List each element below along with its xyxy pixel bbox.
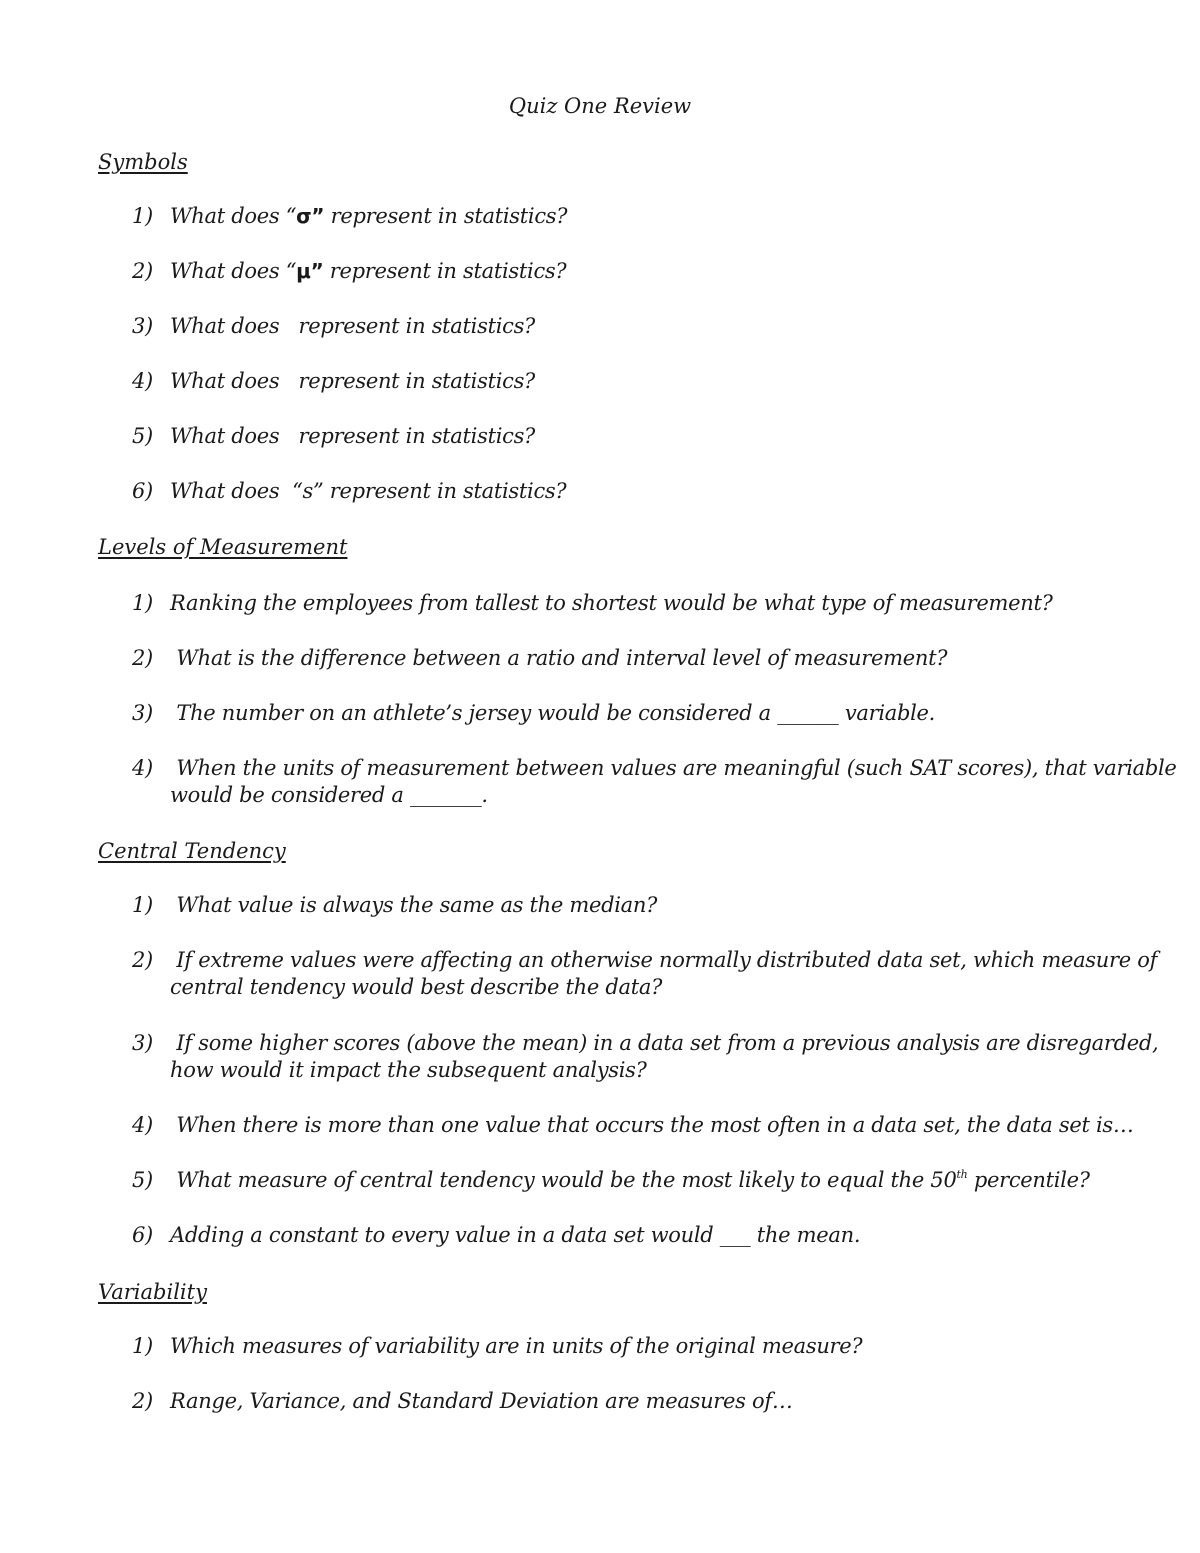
- item-number: 5): [132, 1168, 153, 1192]
- section-heading-variability: Variability: [98, 1280, 207, 1304]
- item-number: 2): [132, 646, 153, 670]
- list-item: [132, 423, 1132, 450]
- list-item: [132, 700, 1132, 727]
- list-item: [132, 313, 1132, 340]
- list-item: [132, 203, 1132, 230]
- sigma-symbol: σ”: [296, 204, 325, 228]
- list-item: [132, 1112, 1132, 1139]
- item-number: 1): [132, 1334, 153, 1358]
- item-number: 2): [132, 948, 153, 972]
- item-text: What does “: [170, 204, 297, 228]
- item-text: represent in statistics?: [324, 204, 568, 228]
- mu-symbol: μ”: [296, 259, 324, 283]
- list-item: [132, 1388, 1132, 1415]
- item-text: Ranking the employees from tallest to shortest would be what type of measurement?: [170, 591, 1053, 615]
- item-text: When the units of measurement between values are meaningful (such SAT scores), that variable: [170, 756, 1177, 780]
- list-item: [132, 1167, 1132, 1194]
- item-number: 4): [132, 756, 153, 780]
- item-number: 4): [132, 1113, 153, 1137]
- item-number: 4): [132, 369, 153, 393]
- item-text: What does “s” represent in statistics?: [170, 479, 567, 503]
- item-number: 2): [132, 259, 153, 283]
- item-text-continued: how would it impact the subsequent analysis?: [170, 1058, 647, 1082]
- item-number: 1): [132, 591, 153, 615]
- item-text: What measure of central tendency would be the most likely to equal the 50: [170, 1168, 957, 1192]
- item-text: What does represent in statistics?: [170, 314, 536, 338]
- item-text: What does “: [170, 259, 297, 283]
- list-item: [132, 1030, 1159, 1084]
- item-number: 1): [132, 204, 153, 228]
- item-number: 5): [132, 424, 153, 448]
- item-text: Adding a constant to every value in a data set would ___ the mean.: [170, 1223, 861, 1247]
- ordinal-superscript: th: [956, 1168, 968, 1181]
- item-text: If extreme values were affecting an otherwise normally distributed data set, which measure of: [170, 948, 1158, 972]
- list-item: [132, 645, 1132, 672]
- list-item: [132, 947, 1158, 1001]
- item-number: 3): [132, 314, 153, 338]
- item-text: Which measures of variability are in units of the original measure?: [170, 1334, 863, 1358]
- item-text-continued: would be considered a _______.: [170, 783, 488, 807]
- item-number: 1): [132, 893, 153, 917]
- item-text: What does represent in statistics?: [170, 424, 536, 448]
- list-item: [132, 1222, 1132, 1249]
- item-text: If some higher scores (above the mean) in a data set from a previous analysis are disregarded,: [170, 1031, 1159, 1055]
- item-text: The number on an athlete’s jersey would be considered a ______ variable.: [170, 701, 936, 725]
- list-item: [132, 258, 1132, 285]
- list-item: [132, 478, 1132, 505]
- page-title: Quiz One Review: [508, 94, 692, 118]
- item-text: represent in statistics?: [323, 259, 567, 283]
- item-text: When there is more than one value that occurs the most often in a data set, the data set is…: [170, 1113, 1134, 1137]
- item-text: percentile?: [967, 1168, 1090, 1192]
- list-item: [132, 1333, 1132, 1360]
- item-number: 3): [132, 701, 153, 725]
- item-text: What is the difference between a ratio and interval level of measurement?: [170, 646, 948, 670]
- list-item: [132, 590, 1132, 617]
- section-heading-levels: Levels of Measurement: [98, 535, 348, 559]
- section-heading-symbols: Symbols: [98, 150, 188, 174]
- item-text-continued: central tendency would best describe the data?: [170, 975, 663, 999]
- item-number: 2): [132, 1389, 153, 1413]
- item-number: 6): [132, 479, 153, 503]
- list-item: [132, 368, 1132, 395]
- list-item: [132, 755, 1177, 809]
- section-heading-central-tendency: Central Tendency: [98, 839, 286, 863]
- item-text: What does represent in statistics?: [170, 369, 536, 393]
- item-text: Range, Variance, and Standard Deviation are measures of…: [170, 1389, 793, 1413]
- item-number: 6): [132, 1223, 153, 1247]
- item-text: What value is always the same as the median?: [170, 893, 658, 917]
- item-number: 3): [132, 1031, 153, 1055]
- list-item: [132, 892, 1132, 919]
